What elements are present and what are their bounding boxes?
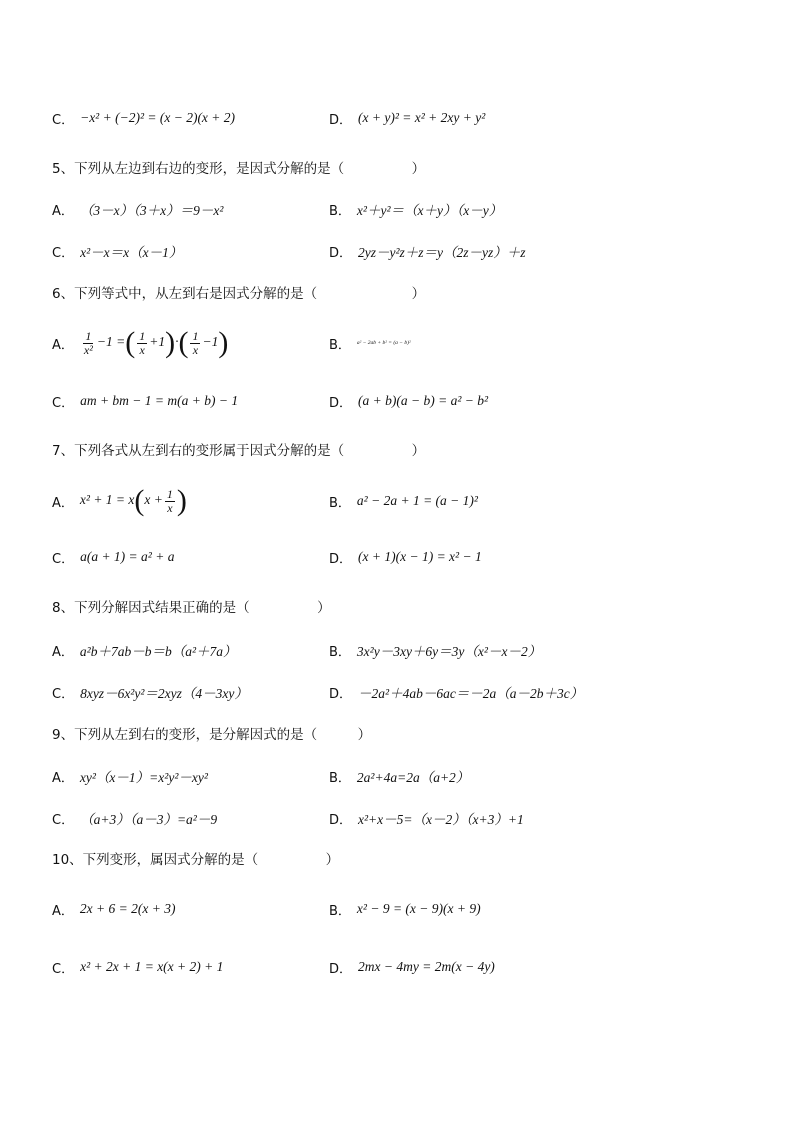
q5-stem: 5、下列从左边到右边的变形，是因式分解的是（ ） [52,161,426,177]
fraction [165,488,175,514]
option-label: B． [329,770,351,786]
option-label: C． [52,961,75,977]
option-text: a²b＋7ab－b＝b（a²＋7a） [79,644,237,659]
option-text: x²+x－5=（x－2）（x+3）+1 [358,812,524,827]
option-label: C． [52,551,75,567]
fraction-denominator: x [167,500,173,515]
q6-option-b[interactable] [329,323,411,363]
q8-option-a[interactable] [52,635,237,665]
formula-part: −1 = [96,334,126,350]
option-label: B． [329,337,351,353]
option-label: C． [52,395,75,411]
q10-option-a[interactable] [52,894,175,924]
q6-stem: 6、下列等式中，从左到右是因式分解的是（ ） [52,286,426,302]
q7-stem: 7、下列各式从左到右的变形属于因式分解的是（ ） [52,443,426,459]
q7-option-d[interactable] [329,542,482,572]
q8-options-ab [52,635,752,665]
option-label: B． [329,903,351,919]
option-label: D． [329,812,353,828]
option-text: a(a + 1) = a² + a [80,549,175,564]
q9-option-d[interactable] [329,803,524,833]
q10-stem: 10、下列变形，属因式分解的是（ ） [52,852,340,868]
option-formula [80,328,228,358]
paren-close: ) [165,326,176,359]
option-label: D． [329,551,353,567]
q9-option-a[interactable] [52,761,208,791]
option-text: 2x + 6 = 2(x + 3) [79,901,176,916]
q4-options-cd [52,103,752,133]
option-text: 2mx − 4my = 2m(x − 4y) [358,959,495,974]
option-text: (x + y)² = x² + 2xy + y² [358,110,486,125]
paren-close: ) [218,326,229,359]
option-formula [80,486,187,516]
fraction-lhs [82,330,95,356]
q5-options-cd [52,236,752,266]
q6-option-a[interactable] [52,323,228,363]
option-text: 2a²+4a=2a（a+2） [356,770,470,785]
q10-options-ab [52,894,752,924]
fraction-numerator: 1 [139,328,146,343]
option-text: xy²（x－1）=x²y²－xy² [79,770,208,785]
q9-options-ab [52,761,752,791]
option-label: D． [329,395,353,411]
option-label: D． [329,686,353,702]
q5-option-a[interactable] [52,194,223,224]
option-text: 8xyz－6x²y²＝2xyz（4－3xy） [80,686,248,701]
option-label: D． [329,112,353,128]
option-label: A． [52,903,74,919]
q9-stem: 9、下列从左到右的变形，是分解因式的是（ ） [52,727,372,743]
fraction-denominator: x [192,342,199,357]
option-label: A． [52,337,74,353]
option-text: (x + 1)(x − 1) = x² − 1 [358,549,482,564]
option-label: B． [329,203,351,219]
q6-options-ab [52,323,752,363]
fraction-denominator: x [139,342,145,357]
q10-options-cd [52,952,752,982]
q5-options-ab [52,194,752,224]
option-text: x²＋y²＝（x＋y）（x－y） [356,203,503,218]
fraction-2 [190,330,200,356]
option-text: am + bm − 1 = m(a + b) − 1 [80,393,239,408]
option-text: 3x²y－3xy＋6y＝3y（x²－x－2） [356,644,542,659]
option-label: C． [52,245,75,261]
option-label: A． [52,203,74,219]
q5-option-d[interactable] [329,236,526,266]
option-text: a² − 2a + 1 = (a − 1)² [356,493,478,508]
q8-option-b[interactable] [329,635,541,665]
q8-options-cd [52,677,752,707]
q10-option-c[interactable] [52,952,223,982]
q8-stem: 8、下列分解因式结果正确的是（ ） [52,600,331,616]
formula-part: x + [144,492,163,508]
q5-option-c[interactable] [52,236,182,266]
formula-part: −1 [202,334,219,350]
q7-option-c[interactable] [52,542,174,572]
option-text: −x² + (−2)² = (x − 2)(x + 2) [80,110,236,125]
option-text: －2a²＋4ab－6ac＝－2a（a－2b＋3c） [358,686,584,701]
option-label: A． [52,644,74,660]
q7-options-ab [52,481,752,521]
option-text: x² − 9 = (x − 9)(x + 9) [356,901,481,916]
fraction-numerator: 1 [192,328,199,343]
option-text-tiny: a² − 2ab + b² = (a − b)² [356,340,411,346]
option-label: D． [329,245,353,261]
formula-part: x² + 1 = x [79,492,135,508]
q7-option-b[interactable] [329,481,478,521]
formula-dot: · [175,334,179,350]
option-label: A． [52,495,74,511]
option-text: x² + 2x + 1 = x(x + 2) + 1 [80,959,224,974]
q6-options-cd [52,386,752,416]
paren-open: ( [125,326,136,359]
option-label: A． [52,770,74,786]
q4-option-c[interactable] [52,103,235,133]
option-text: （a+3）（a－3）=a²－9 [80,812,218,827]
option-label: D． [329,961,353,977]
q9-option-b[interactable] [329,761,469,791]
option-label: C． [52,686,75,702]
fraction-denominator: x² [83,342,93,357]
option-text: x²－x＝x（x－1） [80,245,183,260]
option-text: （3－x）（3＋x）＝9－x² [79,203,224,218]
option-label: B． [329,644,351,660]
q10-option-b[interactable] [329,894,481,924]
q4-option-d[interactable] [329,103,485,133]
option-text: 2yz－y²z＋z＝y（2z－yz）＋z [358,245,526,260]
formula-part: +1 [149,334,166,350]
paren-close: ) [176,484,187,517]
q8-option-d[interactable] [329,677,583,707]
q7-options-cd [52,542,752,572]
q8-option-c[interactable] [52,677,248,707]
q10-option-d[interactable] [329,952,495,982]
fraction-1 [137,330,147,356]
paren-open: ( [178,326,189,359]
q7-option-a[interactable] [52,481,187,521]
option-label: B． [329,495,351,511]
q6-option-d[interactable] [329,386,488,416]
q6-option-c[interactable] [52,386,238,416]
q5-option-b[interactable] [329,194,502,224]
q9-options-cd [52,803,752,833]
fraction-numerator: 1 [85,328,92,343]
fraction-numerator: 1 [166,486,173,501]
paren-open: ( [134,484,145,517]
option-text: (a + b)(a − b) = a² − b² [358,393,489,408]
option-label: C． [52,812,75,828]
option-label: C． [52,112,75,128]
q9-option-c[interactable] [52,803,217,833]
